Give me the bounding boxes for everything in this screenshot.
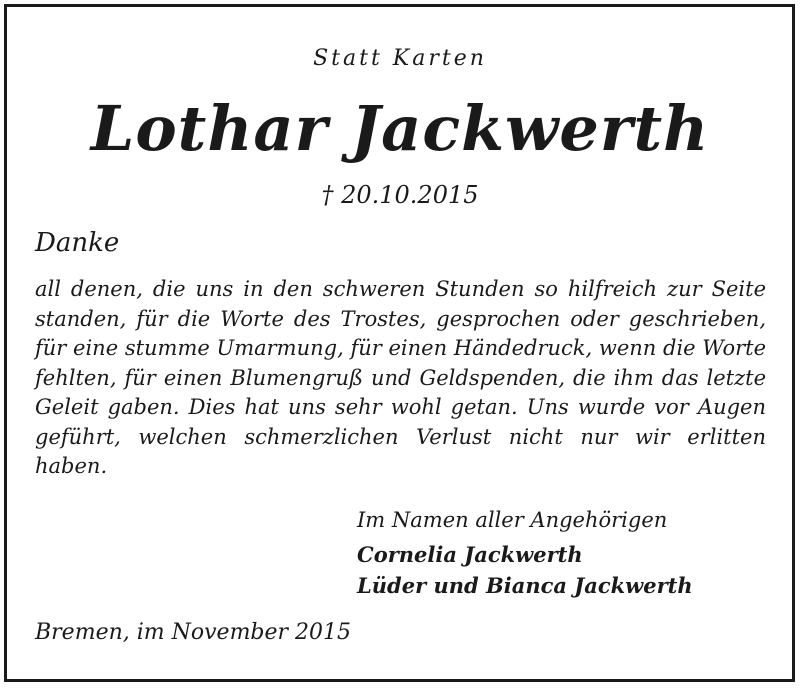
place-date: Bremen, im November 2015 [35,620,352,645]
body-text: all denen, die uns in den schweren Stunden so hilfreich zur Seite standen, für die Worte des Trostes, gesprochen oder geschrieben, für eine stumme Umarmung, für einen Händedruck, wenn die Worte fehlten, für einen Blumengruß und Geldspenden, die ihm das letzte Geleit gaben. Dies hat uns sehr wohl getan. Uns wurde vor Augen geführt, welchen schmerzlichen Verlust nicht nur wir erlitten haben. [35,277,766,478]
death-date: † 20.10.2015 [321,181,479,209]
signature-block [357,505,693,601]
signature-name: Lüder und Bianca Jackwerth [357,573,693,598]
greeting: Danke [35,228,120,258]
deceased-name: Lothar Jackwerth [90,92,710,165]
signature-name: Cornelia Jackwerth [357,542,583,567]
preheader: Statt Karten [313,46,487,71]
signature-intro: Im Namen aller Angehörigen [357,508,668,532]
